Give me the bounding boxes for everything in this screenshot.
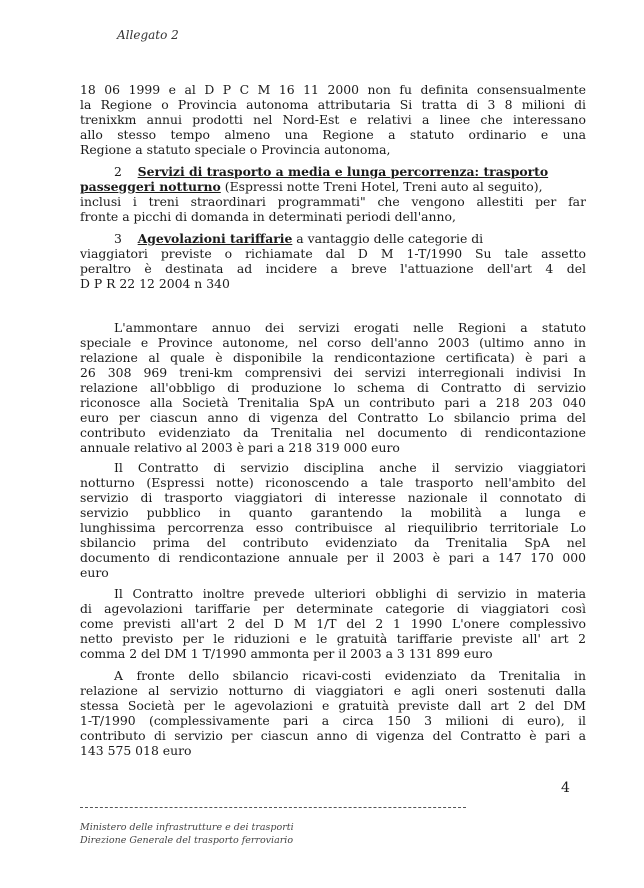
text-line: netto previsto per le riduzioni e le gratuità tariffarie previste all' art 2 bbox=[80, 631, 586, 646]
paragraph-2 bbox=[80, 460, 586, 580]
text-line: notturno (Espressi notte) riconoscendo a tale trasporto nell'ambito del bbox=[80, 475, 586, 490]
text-line: stessa Società per le agevolazioni e gratuità previste dall art 2 del DM bbox=[80, 698, 586, 713]
text-line: trenixkm annui prodotti nel Nord-Est e relativi a linee che interessano bbox=[80, 112, 586, 127]
text-line: lunghissima percorrenza esso contribuisce al riequilibrio territoriale Lo bbox=[80, 520, 586, 535]
list-item-heading: Agevolazioni tariffarie bbox=[137, 231, 293, 246]
list-item-text: (Espressi notte Treni Hotel, Treni auto al seguito), bbox=[220, 179, 543, 194]
text-line: L'ammontare annuo dei servizi erogati nelle Regioni a statuto bbox=[114, 320, 586, 335]
text-line: riconosce alla Società Trenitalia SpA un contributo pari a 218 203 040 bbox=[80, 395, 586, 410]
list-item-number: 3 bbox=[114, 231, 122, 246]
text-line bbox=[80, 179, 586, 194]
text-line: 143 575 018 euro bbox=[80, 743, 192, 758]
list-item-number: 2 bbox=[114, 164, 122, 179]
list-item-title bbox=[80, 231, 586, 246]
text-line: sbilancio prima del contributo evidenziato da Trenitalia SpA nel bbox=[80, 535, 586, 550]
text-line: 18 06 1999 e al D P C M 16 11 2000 non fu definita consensualmente bbox=[80, 82, 586, 97]
text-line: D P R 22 12 2004 n 340 bbox=[80, 276, 230, 291]
text-line: servizio di trasporto viaggiatori di interesse nazionale il connotato di bbox=[80, 490, 586, 505]
text-line: Il Contratto inoltre prevede ulteriori obblighi di servizio in materia bbox=[114, 586, 586, 601]
text-line: comma 2 del DM 1 T/1990 ammonta per il 2003 a 3 131 899 euro bbox=[80, 646, 493, 661]
list-item-3 bbox=[80, 231, 586, 291]
list-item-heading: Servizi di trasporto a media e lunga percorrenza: trasporto bbox=[137, 164, 549, 179]
list-item-2 bbox=[80, 164, 586, 224]
list-item-title bbox=[80, 164, 586, 179]
text-line: speciale e Province autonome, nel corso dell'anno 2003 (ultimo anno in bbox=[80, 335, 586, 350]
text-line: A fronte dello sbilancio ricavi-costi evidenziato da Trenitalia in bbox=[114, 668, 586, 683]
text-line: inclusi i treni straordinari programmati" che vengono allestiti per far bbox=[80, 194, 586, 209]
paragraph-4 bbox=[80, 668, 586, 758]
text-line: Regione a statuto speciale o Provincia autonoma, bbox=[80, 142, 391, 157]
text-line: relazione al quale è disponibile la rendicontazione certificata) è pari a bbox=[80, 350, 586, 365]
text-line: fronte a picchi di domanda in determinati periodi dell'anno, bbox=[80, 209, 456, 224]
paragraph-3 bbox=[80, 586, 586, 661]
text-line: 1-T/1990 (complessivamente pari a circa 150 3 milioni di euro), il bbox=[80, 713, 586, 728]
text-line: viaggiatori previste o richiamate dal D M 1-T/1990 Su tale assetto bbox=[80, 246, 586, 261]
footer bbox=[80, 821, 294, 847]
text-line: servizio pubblico in quanto garantendo la mobilità a lunga e bbox=[80, 505, 586, 520]
page-number: 4 bbox=[561, 780, 570, 796]
paragraph-1 bbox=[80, 320, 586, 455]
text-line: allo stesso tempo almeno una Regione a statuto ordinario e una bbox=[80, 127, 586, 142]
document-header: Allegato 2 bbox=[117, 28, 179, 42]
text-line: documento di rendicontazione annuale per il 2003 è pari a 147 170 000 bbox=[80, 550, 586, 565]
text-line: relazione all'obbligo di produzione lo schema di Contratto di servizio bbox=[80, 380, 586, 395]
footer-divider bbox=[80, 807, 466, 808]
text-line: annuale relativo al 2003 è pari a 218 319 000 euro bbox=[80, 440, 400, 455]
text-line: di agevolazioni tariffarie per determinate categorie di viaggiatori così bbox=[80, 601, 586, 616]
text-line: Il Contratto di servizio disciplina anche il servizio viaggiatori bbox=[114, 460, 586, 475]
text-line: contributo evidenziato da Trenitalia nel documento di rendicontazione bbox=[80, 425, 586, 440]
text-line: peraltro è destinata ad incidere a breve l'attuazione dell'art 4 del bbox=[80, 261, 586, 276]
list-item-text: a vantaggio delle categorie di bbox=[292, 231, 484, 246]
text-line: relazione al servizio notturno di viaggiatori e agli oneri sostenuti dalla bbox=[80, 683, 586, 698]
text-line: euro per ciascun anno di vigenza del Contratto Lo sbilancio prima del bbox=[80, 410, 586, 425]
text-line: come previsti all'art 2 del D M 1/T del 2 1 1990 L'onere complessivo bbox=[80, 616, 586, 631]
footer-line: Ministero delle infrastrutture e dei trasporti bbox=[80, 822, 294, 833]
text-line: euro bbox=[80, 565, 109, 580]
intro-paragraph bbox=[80, 82, 586, 157]
text-line: contributo di servizio per ciascun anno di vigenza del Contratto è pari a bbox=[80, 728, 586, 743]
footer-line: Direzione Generale del trasporto ferroviario bbox=[80, 835, 294, 846]
text-line: 26 308 969 treni-km comprensivi dei servizi interregionali indivisi In bbox=[80, 365, 586, 380]
text-line: la Regione o Provincia autonoma attributaria Si tratta di 3 8 milioni di bbox=[80, 97, 586, 112]
list-item-heading-cont: passeggeri notturno bbox=[80, 179, 221, 194]
